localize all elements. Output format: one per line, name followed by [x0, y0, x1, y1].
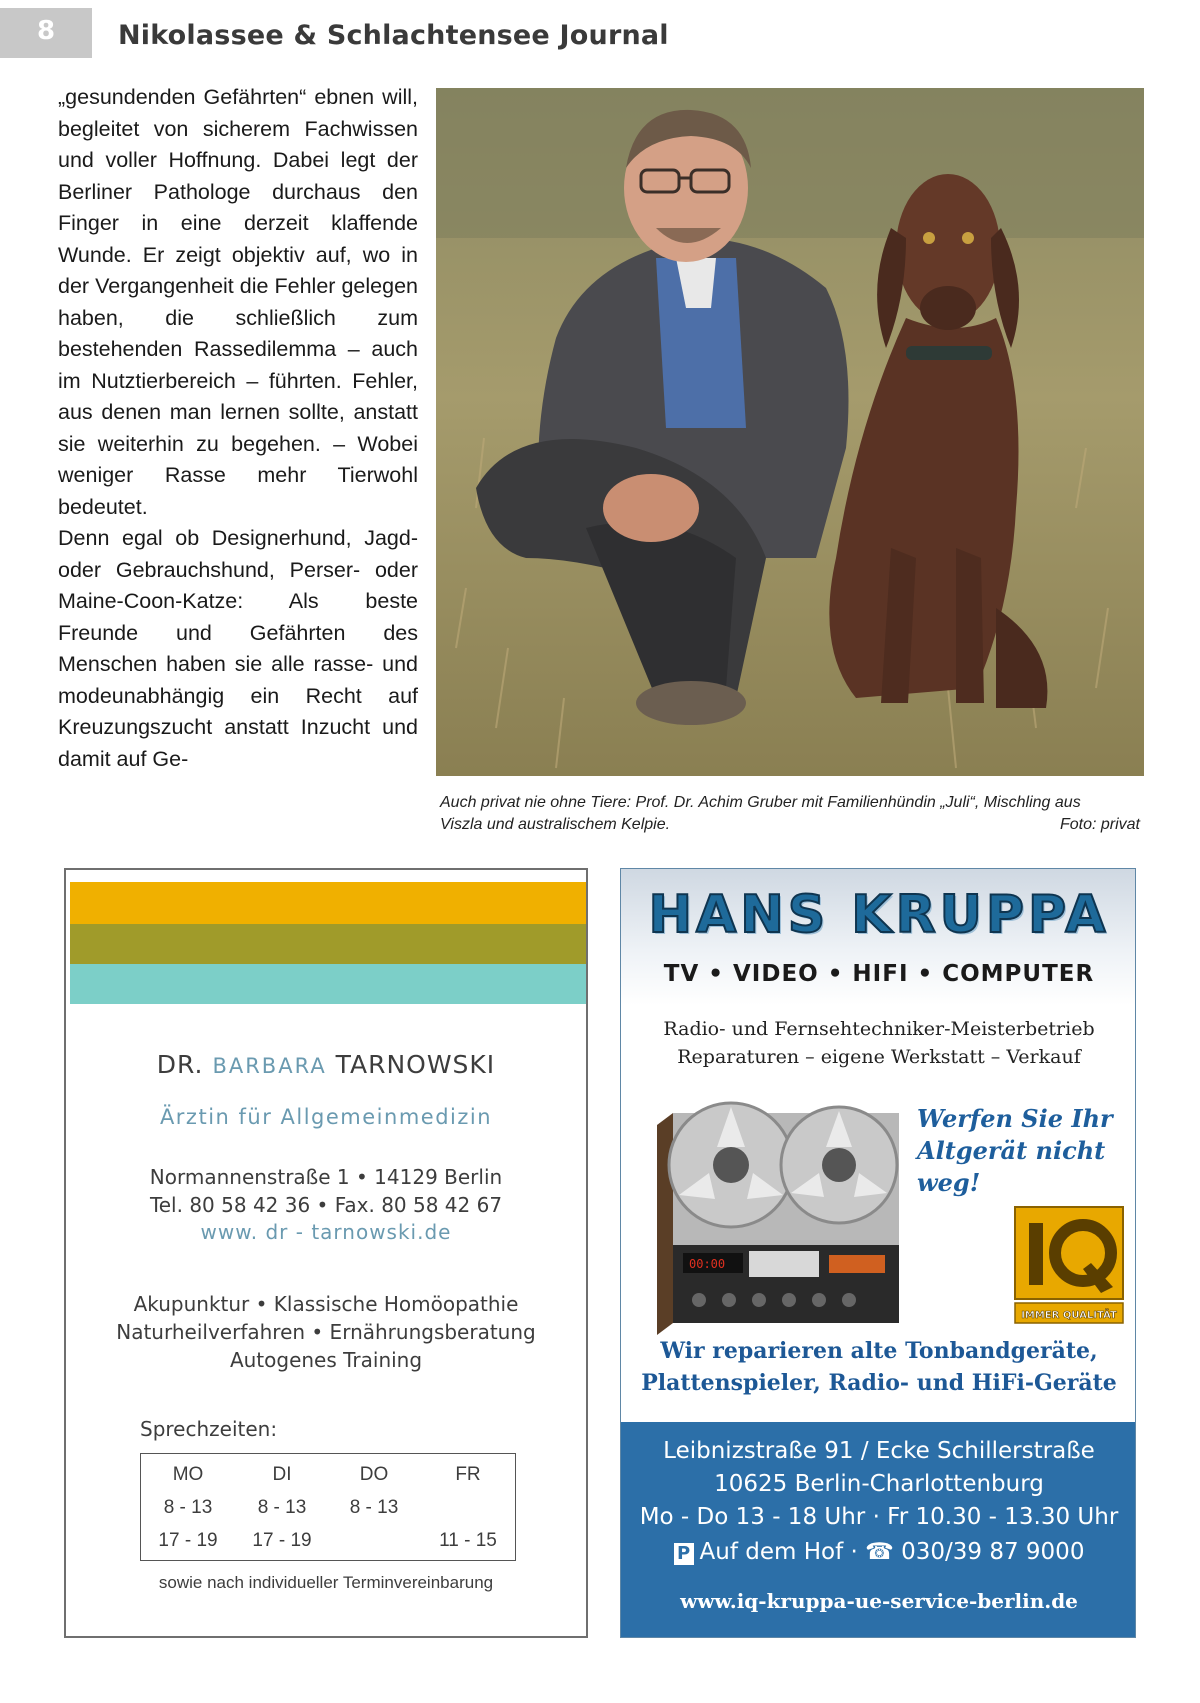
services-line: Akupunktur • Klassische Homöopathie [133, 1292, 519, 1316]
appointment-note: sowie nach individueller Terminvereinbarung [158, 1573, 494, 1592]
hours-day: DI [272, 1464, 292, 1485]
hours-day: FR [455, 1464, 481, 1485]
doctor-last-name: TARNOWSKI [335, 1050, 496, 1079]
page-number: 8 [36, 16, 56, 46]
article-paragraph: „gesundenden Gefährten“ ebnen will, begleitet von sicherem Fachwissen und voller Hoffnung. Dabei legt der Berliner Pathologe durchaus den Finger in eine derzeit klaffende Wunde. Er zeigt objektiv auf, wo in der Vergangenheit die Fehler gelegen haben, die schließlich zum bestehenden Rassedilemma – auch im Nutztierbereich – führten. Fehler, aus denen man lernen sollte, anstatt sie weiterhin zu begehen. – Wobei weniger Rasse mehr Tierwohl bedeutet. [58, 85, 418, 519]
shop-address [621, 1435, 1136, 1534]
repair-services [621, 1335, 1136, 1399]
services-list [66, 1290, 586, 1374]
brand-name: HANS KRUPPA [648, 885, 1110, 945]
hours-cell: 11 - 15 [439, 1530, 497, 1551]
hours-cell: 8 - 13 [163, 1497, 213, 1518]
ad-tarnowski [64, 868, 588, 1638]
ad-slogan [917, 1103, 1127, 1199]
shop-website: www.iq-kruppa-ue-service-berlin.de [680, 1589, 1078, 1613]
hours-table [140, 1453, 516, 1561]
services-line: Naturheilverfahren • Ernährungsberatung [116, 1320, 536, 1344]
article-photo [436, 88, 1144, 776]
svg-text:00:00: 00:00 [689, 1257, 726, 1271]
article-paragraph: Denn egal ob Designerhund, Jagd- oder Gebrauchshund, Perser- oder Maine-Coon-Katze: Als beste Freunde und Gefährten des Menschen haben sie alle rasse- und modeunabhängig ein Recht auf Kreuzungszucht anstatt Inzucht und damit auf Ge- [58, 526, 418, 771]
phone-icon: ☎ [865, 1539, 894, 1565]
slogan-line: Werfen Sie Ihr [917, 1104, 1113, 1133]
business-description [621, 1015, 1136, 1071]
opening-hours: Mo - Do 13 - 18 Uhr · Fr 10.30 - 13.30 Uhr [639, 1504, 1119, 1530]
address-line: 10625 Berlin-Charlottenburg [714, 1471, 1044, 1497]
description-line: Reparaturen – eigene Werkstatt – Verkauf [677, 1046, 1081, 1068]
description-line: Radio- und Fernsehtechniker-Meisterbetrieb [663, 1018, 1095, 1040]
iq-label: IMMER QUALITÄT [1021, 1310, 1117, 1321]
doctor-title: DR. [156, 1050, 204, 1079]
slogan-line: Altgerät nicht [917, 1136, 1106, 1165]
parking-icon: P [674, 1543, 694, 1565]
caption-text: Viszla und australischem Kelpie. [440, 816, 671, 833]
brand-tagline: TV • VIDEO • HIFI • COMPUTER [663, 961, 1095, 987]
contact-line [621, 1539, 1136, 1565]
photo-illustration [436, 88, 1144, 776]
parking-text: Auf dem Hof · [699, 1539, 858, 1565]
photo-credit: Foto: privat [1059, 816, 1140, 833]
hours-label: Sprechzeiten: [140, 1417, 278, 1441]
practice-address [66, 1163, 586, 1219]
caption-line [440, 814, 1140, 836]
hours-day: DO [359, 1464, 389, 1485]
ad-stripe-yellow [70, 882, 588, 924]
doctor-name [66, 1050, 586, 1079]
repair-line: Plattenspieler, Radio- und HiFi-Geräte [641, 1370, 1117, 1396]
phone-line: Tel. 80 58 42 36 • Fax. 80 58 42 67 [149, 1193, 503, 1217]
hours-day: MO [172, 1464, 204, 1485]
doctor-specialty: Ärztin für Allgemeinmedizin [159, 1105, 493, 1129]
services-line: Autogenes Training [229, 1348, 423, 1372]
hours-cell: 17 - 19 [158, 1530, 218, 1551]
ad-stripe-teal [70, 964, 588, 1004]
ad-kruppa [620, 868, 1136, 1638]
slogan-line: weg! [917, 1168, 981, 1197]
ad-stripe-olive [70, 924, 588, 964]
article-column [58, 82, 418, 775]
journal-title: Nikolassee & Schlachtensee Journal [118, 20, 669, 51]
address-line: Leibnizstraße 91 / Ecke Schillerstraße [663, 1438, 1095, 1464]
phone-number: 030/39 87 9000 [901, 1539, 1085, 1565]
tape-recorder-icon [649, 1095, 907, 1345]
iq-quality-logo [1013, 1205, 1125, 1325]
hours-cell: 8 - 13 [349, 1497, 399, 1518]
practice-website: www. dr - tarnowski.de [200, 1220, 452, 1244]
doctor-first-name: BARBARA [212, 1054, 327, 1078]
hours-cell: 17 - 19 [252, 1530, 312, 1551]
repair-line: Wir reparieren alte Tonbandgeräte, [660, 1338, 1098, 1364]
caption-line: Auch privat nie ohne Tiere: Prof. Dr. Achim Gruber mit Familienhündin „Juli“, Mischling aus [440, 794, 1081, 811]
address-line: Normannenstraße 1 • 14129 Berlin [149, 1165, 503, 1189]
photo-caption [440, 792, 1140, 836]
hours-cell: 8 - 13 [257, 1497, 307, 1518]
